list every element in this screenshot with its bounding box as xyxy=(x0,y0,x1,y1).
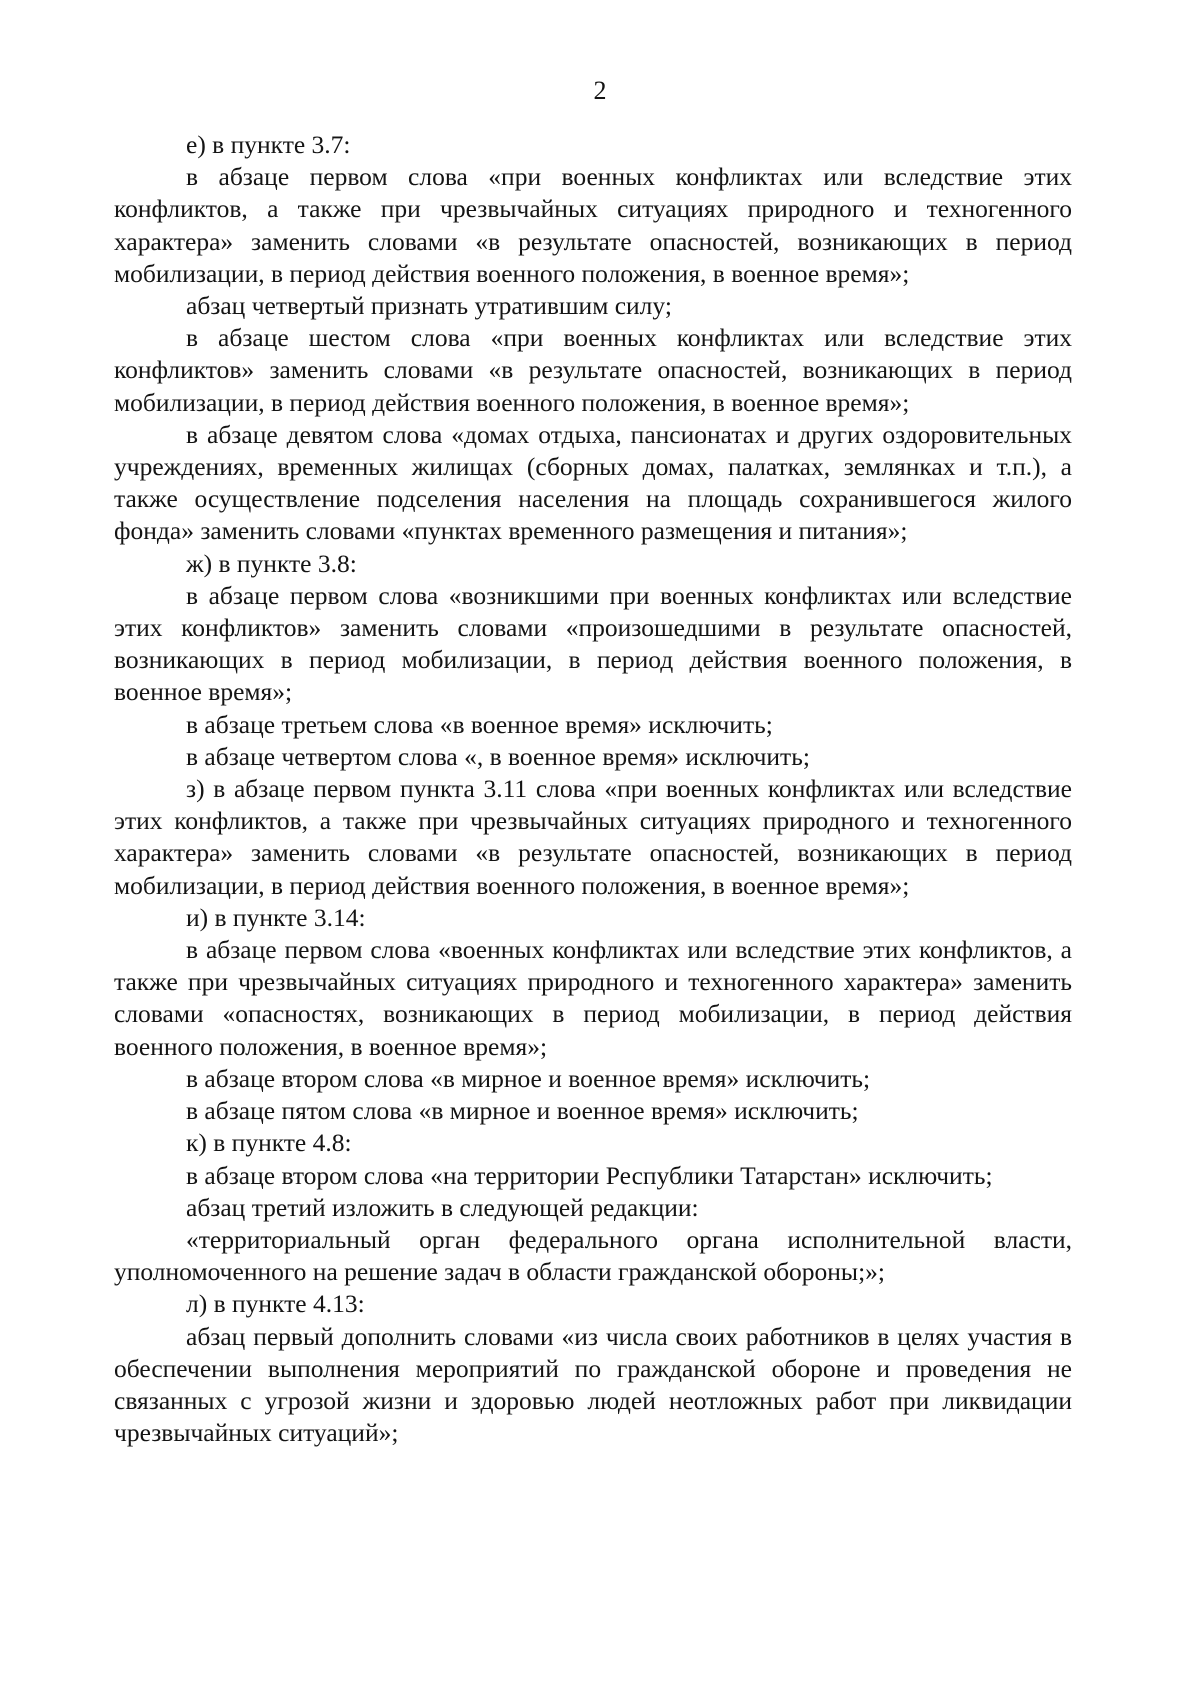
paragraph: в абзаце первом слова «при военных конфликтах или вследствие этих конфликтов, а также при чрезвычайных ситуациях природного и техногенного характера» заменить словами «в результате опасностей, возникающих в период мобилизации, в период действия военного положения, в военное время»; xyxy=(114,162,1072,288)
document-body xyxy=(114,129,1072,1449)
page-number: 2 xyxy=(593,76,607,105)
paragraph-item-l: л) в пункте 4.13: xyxy=(186,1289,365,1319)
paragraph: абзац третий изложить в следующей редакции: xyxy=(186,1192,699,1222)
paragraph: в абзаце первом слова «возникшими при военных конфликтах или вследствие этих конфликтов» заменить словами «произошедшими в результате опасностей, возникающих в период мобилизации, в период действия военного положения, в военное время»; xyxy=(114,580,1072,707)
paragraph: в абзаце третьем слова «в военное время» исключить; xyxy=(186,709,773,739)
paragraph: в абзаце втором слова «на территории Республики Татарстан» исключить; xyxy=(186,1160,993,1190)
paragraph-item-k: к) в пункте 4.8: xyxy=(186,1128,352,1158)
paragraph: в абзаце четвертом слова «, в военное время» исключить; xyxy=(186,741,810,771)
paragraph: в абзаце шестом слова «при военных конфликтах или вследствие этих конфликтов» заменить словами «в результате опасностей, возникающих в период мобилизации, в период действия военного положения, в военное время»; xyxy=(114,323,1072,417)
paragraph-item-z: з) в абзаце первом пункта 3.11 слова «при военных конфликтах или вследствие этих конфликтов, а также при чрезвычайных ситуациях природного и техногенного характера» заменить словами «в результате опасностей, возникающих в период мобилизации, в период действия военного положения, в военное время»; xyxy=(114,774,1072,900)
paragraph-item-zh: ж) в пункте 3.8: xyxy=(186,548,357,578)
paragraph-item-e: е) в пункте 3.7: xyxy=(186,130,351,159)
paragraph: в абзаце пятом слова «в мирное и военное время» исключить; xyxy=(186,1096,859,1126)
paragraph-item-i: и) в пункте 3.14: xyxy=(186,902,366,932)
paragraph: «территориальный орган федерального органа исполнительной власти, уполномоченного на решение задач в области гражданской обороны;»; xyxy=(114,1224,1072,1287)
paragraph: в абзаце девятом слова «домах отдыха, пансионатах и других оздоровительных учреждениях, временных жилищах (сборных домах, палатках, землянках и т.п.), а также осуществление подселения населения на площадь сохранившегося жилого фонда» заменить словами «пунктах временного размещения и питания»; xyxy=(114,419,1072,546)
paragraph: в абзаце первом слова «военных конфликтах или вследствие этих конфликтов, а также при чрезвычайных ситуациях природного и техногенного характера» заменить словами «опасностях, возникающих в период мобилизации, в период действия военного положения, в военное время»; xyxy=(114,935,1072,1061)
paragraph: в абзаце втором слова «в мирное и военное время» исключить; xyxy=(186,1063,871,1093)
paragraph: абзац первый дополнить словами «из числа своих работников в целях участия в обеспечении выполнения мероприятий по гражданской обороне и проведения не связанных с угрозой жизни и здоровью людей неотложных работ при ликвидации чрезвычайных ситуаций»; xyxy=(114,1321,1072,1448)
paragraph: абзац четвертый признать утратившим силу; xyxy=(186,291,672,321)
